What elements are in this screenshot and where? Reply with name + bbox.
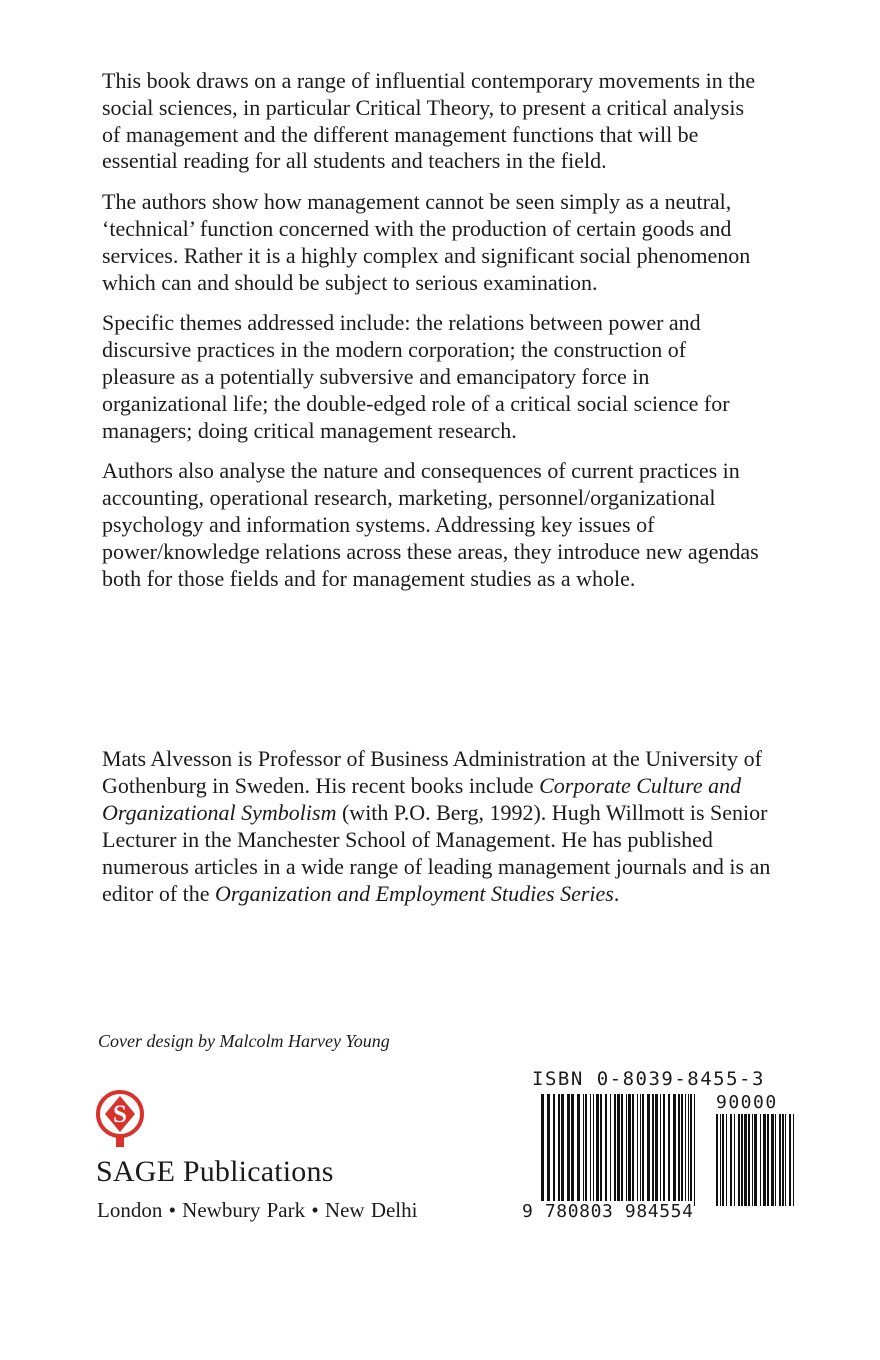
barcode-bar — [744, 1114, 747, 1206]
barcode-bar — [771, 1114, 774, 1206]
barcode-bar — [694, 1094, 695, 1206]
barcode-bar — [614, 1094, 616, 1206]
publisher-locations: London • Newbury Park • New Delhi — [97, 1198, 418, 1222]
barcode-bar — [775, 1114, 776, 1206]
barcode-bar — [663, 1094, 665, 1206]
cover-design-credit: Cover design by Malcolm Harvey Young — [98, 1031, 390, 1051]
barcode-bar — [779, 1114, 781, 1206]
barcode-bar — [600, 1094, 602, 1206]
barcode-bar — [716, 1114, 718, 1206]
barcode-bar — [596, 1094, 599, 1206]
barcode-bar — [617, 1094, 620, 1206]
ean-barcode — [541, 1094, 697, 1206]
barcode-bar — [690, 1094, 692, 1206]
barcode-bar — [593, 1094, 594, 1206]
barcode-bar — [789, 1114, 791, 1206]
barcode-bar — [738, 1114, 740, 1206]
barcode-bar — [590, 1094, 591, 1206]
barcode-bar — [685, 1094, 686, 1206]
price-barcode — [716, 1114, 794, 1206]
barcode-bar — [610, 1094, 611, 1206]
barcode-bar — [752, 1114, 753, 1206]
barcode-bar — [668, 1094, 670, 1206]
series-title: Organization and Employment Studies Series — [215, 881, 614, 906]
barcode-bar — [720, 1114, 721, 1206]
barcode-bar — [767, 1114, 769, 1206]
barcode-bar — [763, 1114, 766, 1206]
barcode-bar — [673, 1094, 676, 1206]
barcode-bar — [541, 1094, 544, 1206]
barcode-bar — [577, 1094, 580, 1206]
barcode-bar — [754, 1114, 757, 1206]
author-bio-part-2: (with P.O. Berg, 1992). Hugh Willmott is Senior Lecturer in the Manchester School of Management. He has published numerous articles in a wide range of leading management journals and is an editor of the — [102, 800, 771, 906]
barcode-bar — [640, 1094, 641, 1206]
barcode-bar — [632, 1094, 634, 1206]
description-paragraph-4: Authors also analyse the nature and consequences of current practices in accounting, operational research, marketing, personnel/organizational psychology and information systems. Addressing key issues of power/knowledge relations across these areas, they introduce new agendas both for those fields and for management studies as a whole. — [102, 458, 759, 591]
description-paragraph-2: The authors show how management cannot be seen simply as a neutral, ‘technical’ function concerned with the production of certain goods and services. Rather it is a highly complex and significant social phenomenon which can and should be subject to serious examination. — [102, 189, 751, 295]
price-code: 90000 — [716, 1092, 778, 1113]
barcode-bar — [734, 1114, 735, 1206]
barcode-bar — [571, 1094, 574, 1206]
barcode-bar — [561, 1094, 564, 1206]
barcode-bar — [748, 1114, 750, 1206]
barcode-bar — [655, 1094, 658, 1206]
barcode-bar — [628, 1094, 631, 1206]
barcode-bar — [652, 1094, 654, 1206]
book-description — [102, 68, 762, 606]
isbn-number: ISBN 0-8039-8455-3 — [532, 1068, 765, 1090]
barcode-bar — [782, 1114, 784, 1206]
author-biography — [102, 745, 782, 907]
publisher-name: SAGE Publications — [96, 1155, 334, 1188]
sage-logo-letter: S — [113, 1101, 127, 1128]
barcode-bar — [722, 1114, 724, 1206]
barcode-bar — [583, 1094, 584, 1206]
barcode-bar — [547, 1094, 550, 1206]
description-paragraph-3: Specific themes addressed include: the relations between power and discursive practices in the modern corporation; the construction of pleasure as a potentially subversive and emancipatory force in organizational life; the double-edged role of a critical social science for managers; doing critical management research. — [102, 310, 730, 443]
ean-digits: 9 780803 984554 — [522, 1201, 694, 1222]
barcode-bar — [553, 1094, 555, 1206]
barcode-bar — [760, 1114, 761, 1206]
barcode-bar — [585, 1094, 587, 1206]
barcode-bar — [626, 1094, 627, 1206]
barcode-bar — [647, 1094, 650, 1206]
author-bio-part-3: . — [613, 881, 620, 906]
barcode-bar — [688, 1094, 689, 1206]
barcode-bar — [660, 1094, 661, 1206]
barcode-bar — [637, 1094, 638, 1206]
barcode-bar — [605, 1094, 607, 1206]
barcode-bar — [681, 1094, 683, 1206]
barcode-bar — [621, 1094, 623, 1206]
barcode-bar — [726, 1114, 727, 1206]
barcode-bar — [741, 1114, 743, 1206]
barcode-bar — [678, 1094, 680, 1206]
author-bio-text — [102, 745, 782, 907]
barcode-bar — [567, 1094, 570, 1206]
description-paragraph-1: This book draws on a range of influential contemporary movements in the social sciences, in particular Critical Theory, to present a critical analysis of management and the different management functions that will be essential reading for all students and teachers in the field. — [102, 68, 756, 174]
sage-logo-icon — [96, 1084, 144, 1150]
author-bio-part-1: Mats Alvesson is Professor of Business Administration at the University of Gothenburg in Sweden. His recent books include — [102, 746, 762, 798]
barcode-bar — [793, 1114, 794, 1206]
barcode-bar — [730, 1114, 732, 1206]
book-title-corporate-culture: Corporate Culture and Organizational Symbolism — [102, 773, 742, 825]
barcode-bar — [642, 1094, 644, 1206]
barcode-bar — [558, 1094, 560, 1206]
barcode-bar — [785, 1114, 786, 1206]
